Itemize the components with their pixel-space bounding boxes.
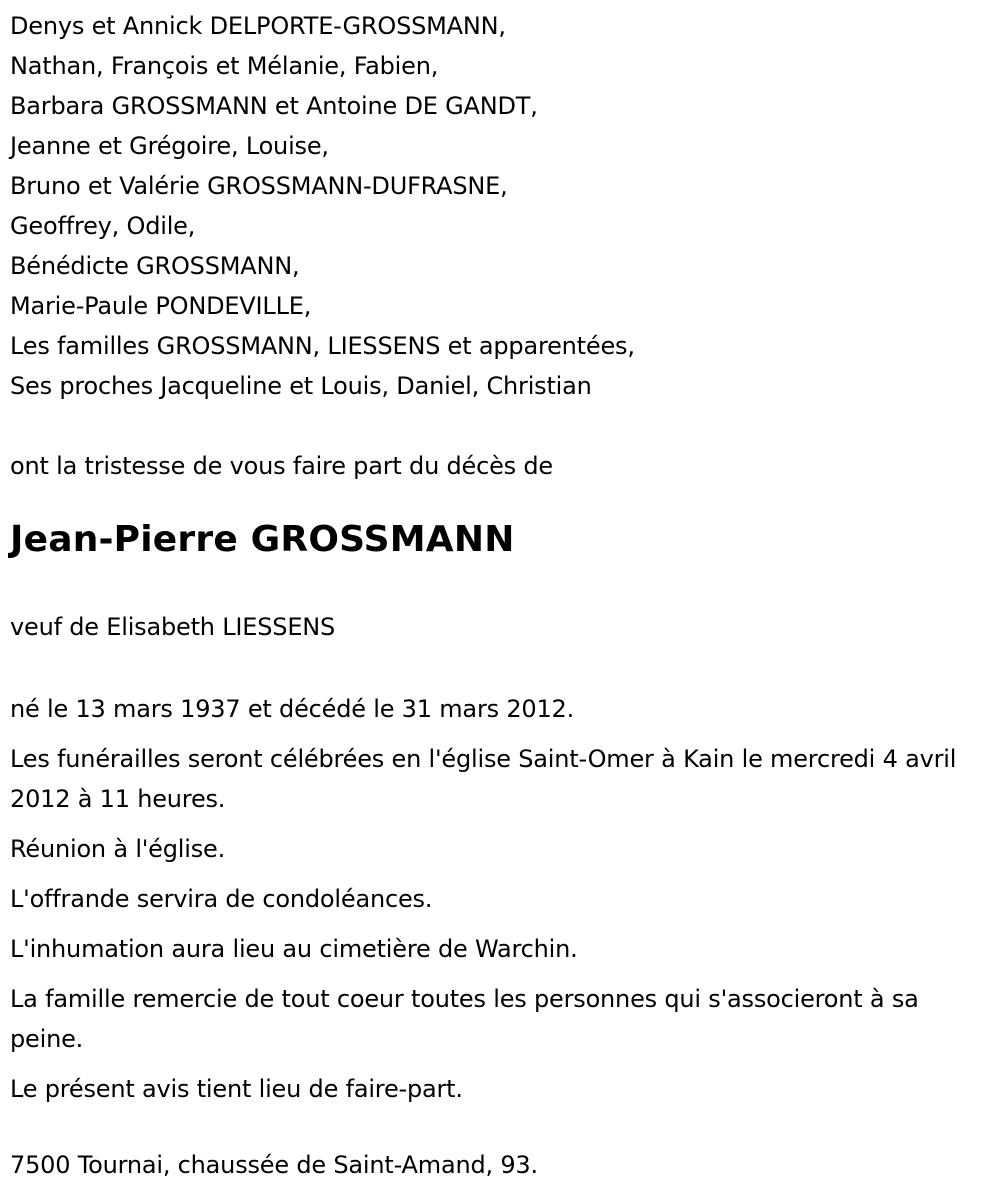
deceased-name: Jean-Pierre GROSSMANN	[10, 519, 515, 560]
family-line: Geoffrey, Odile,	[10, 212, 196, 240]
announcement-text: ont la tristesse de vous faire part du décès de	[10, 452, 553, 480]
family-line: Bénédicte GROSSMANN,	[10, 252, 300, 280]
burial-info: L'inhumation aura lieu au cimetière de Warchin.	[10, 935, 578, 963]
thanks-message: La famille remercie de tout coeur toutes les personnes qui s'associeront à sa peine.	[10, 985, 919, 1053]
address: 7500 Tournai, chaussée de Saint-Amand, 93.	[10, 1151, 538, 1179]
family-line: Bruno et Valérie GROSSMANN-DUFRASNE,	[10, 172, 508, 200]
funeral-details	[10, 689, 995, 1109]
funeral-info: Les funérailles seront célébrées en l'église Saint-Omer à Kain le mercredi 4 avril 2012 à 11 heures.	[10, 745, 957, 813]
meeting-info: Réunion à l'église.	[10, 835, 226, 863]
family-line: Ses proches Jacqueline et Louis, Daniel, Christian	[10, 372, 592, 400]
family-line: Jeanne et Grégoire, Louise,	[10, 132, 329, 160]
offering-info: L'offrande servira de condoléances.	[10, 885, 433, 913]
family-line: Denys et Annick DELPORTE-GROSSMANN,	[10, 12, 506, 40]
family-line: Les familles GROSSMANN, LIESSENS et apparentées,	[10, 332, 635, 360]
birth-death-dates: né le 13 mars 1937 et décédé le 31 mars 2012.	[10, 695, 575, 723]
family-list	[10, 6, 995, 406]
notice-statement: Le présent avis tient lieu de faire-part.	[10, 1075, 463, 1103]
family-line: Marie-Paule PONDEVILLE,	[10, 292, 312, 320]
widow-of-line: veuf de Elisabeth LIESSENS	[10, 613, 336, 641]
family-line: Barbara GROSSMANN et Antoine DE GANDT,	[10, 92, 538, 120]
obituary-notice	[10, 0, 995, 1185]
family-line: Nathan, François et Mélanie, Fabien,	[10, 52, 439, 80]
